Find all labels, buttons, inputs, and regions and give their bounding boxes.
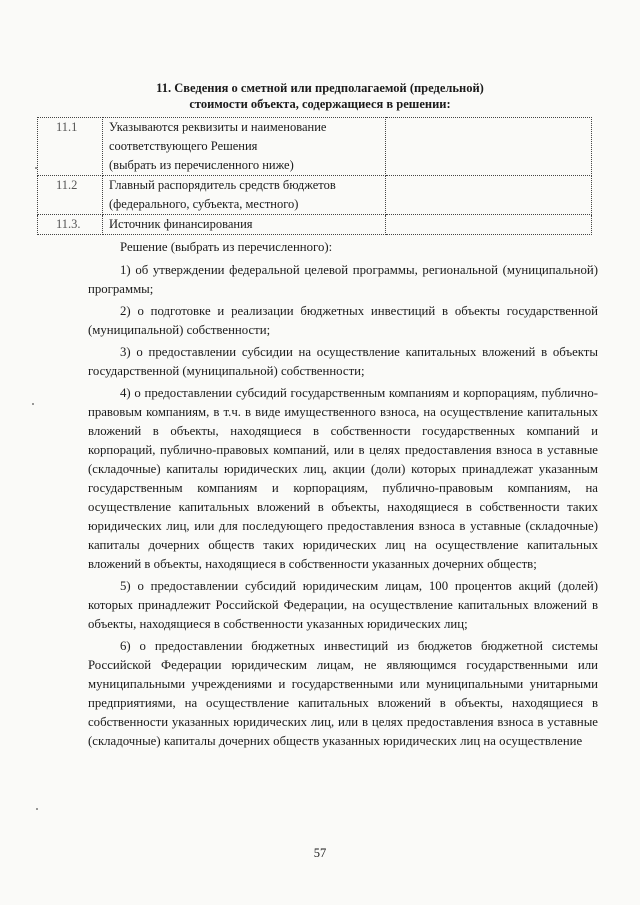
page-number: 57 [313, 846, 327, 860]
row-value [386, 118, 592, 176]
heading-line-2: стоимости объекта, содержащиеся в решении: [189, 97, 451, 111]
list-paragraph: 1) об утверждении федеральной целевой программы, региональной (муниципальной) программы; [88, 263, 598, 296]
row-number: 11.2 [38, 176, 103, 215]
description-line: Главный распорядитель средств бюджетов [109, 178, 336, 192]
list-paragraph: 6) о предоставлении бюджетных инвестиций из бюджетов бюджетной системы Российской Федерации юридическим лицам, не являющимся государственными или муниципальными учреждениями и государственными или муниципальными унитарными предприятиями, на осуществление капитальных вложений в объекты, находящиеся в собственности указанных юридических лиц, или в целях предоставления взноса в уставные (складочные) капиталы дочерних обществ указанных юридических лиц на осуществление [88, 639, 598, 748]
row-description [103, 215, 386, 235]
row-description [103, 176, 386, 215]
description-line: (федерального, субъекта, местного) [109, 197, 299, 211]
description-line: (выбрать из перечисленного ниже) [109, 158, 294, 172]
scan-speck [35, 167, 37, 169]
row-value [386, 176, 592, 215]
row-number: 11.3. [38, 215, 103, 235]
table-row [38, 118, 592, 176]
description-line: Указываются реквизиты и наименование [109, 120, 327, 134]
list-paragraph: 3) о предоставлении субсидии на осуществление капитальных вложений в объекты государственной (муниципальной) собственности; [88, 345, 598, 378]
heading-line-1: 11. Сведения о сметной или предполагаемой (предельной) [156, 81, 484, 95]
list-paragraph: 4) о предоставлении субсидий государственным компаниям и корпорациям, публично-правовым компаниям, в т.ч. в виде имущественного взноса, на осуществление капитальных вложений в объекты, находящиеся в собственности государственных компаний и корпораций, публично-правовых компаний, или в целях предоставления взноса в уставные (складочные) капиталы юридических лиц, акции (доли) которых принадлежат указанным государственным компаниям и корпорациям, публично-правовым компаниям, на осуществление капитальных вложений в объекты, находящиеся в собственности таких юридических лиц, или для последующего предоставления взноса в уставные (складочные) капиталы дочерних обществ таких юридических лиц на осуществление капитальных вложений в объекты, находящиеся в собственности указанных дочерних обществ; [88, 386, 598, 571]
description-line: Источник финансирования [109, 217, 253, 231]
scan-speck [32, 403, 34, 405]
row-value [386, 215, 592, 235]
list-paragraph: 5) о предоставлении субсидий юридическим лицам, 100 процентов акций (долей) которых принадлежит Российской Федерации, на осуществление капитальных вложений в объекты, находящиеся в собственности указанных юридических лиц; [88, 579, 598, 631]
section-heading [40, 80, 600, 112]
body-text [88, 238, 598, 754]
list-paragraph: 2) о подготовке и реализации бюджетных инвестиций в объекты государственной (муниципальной) собственности; [88, 304, 598, 337]
description-line: соответствующего Решения [109, 139, 258, 153]
row-number: 11.1 [38, 118, 103, 176]
intro-paragraph: Решение (выбрать из перечисленного): [120, 240, 333, 254]
table-row [38, 215, 592, 235]
row-description [103, 118, 386, 176]
scan-speck [36, 808, 38, 810]
table-row [38, 176, 592, 215]
info-table [37, 117, 592, 235]
